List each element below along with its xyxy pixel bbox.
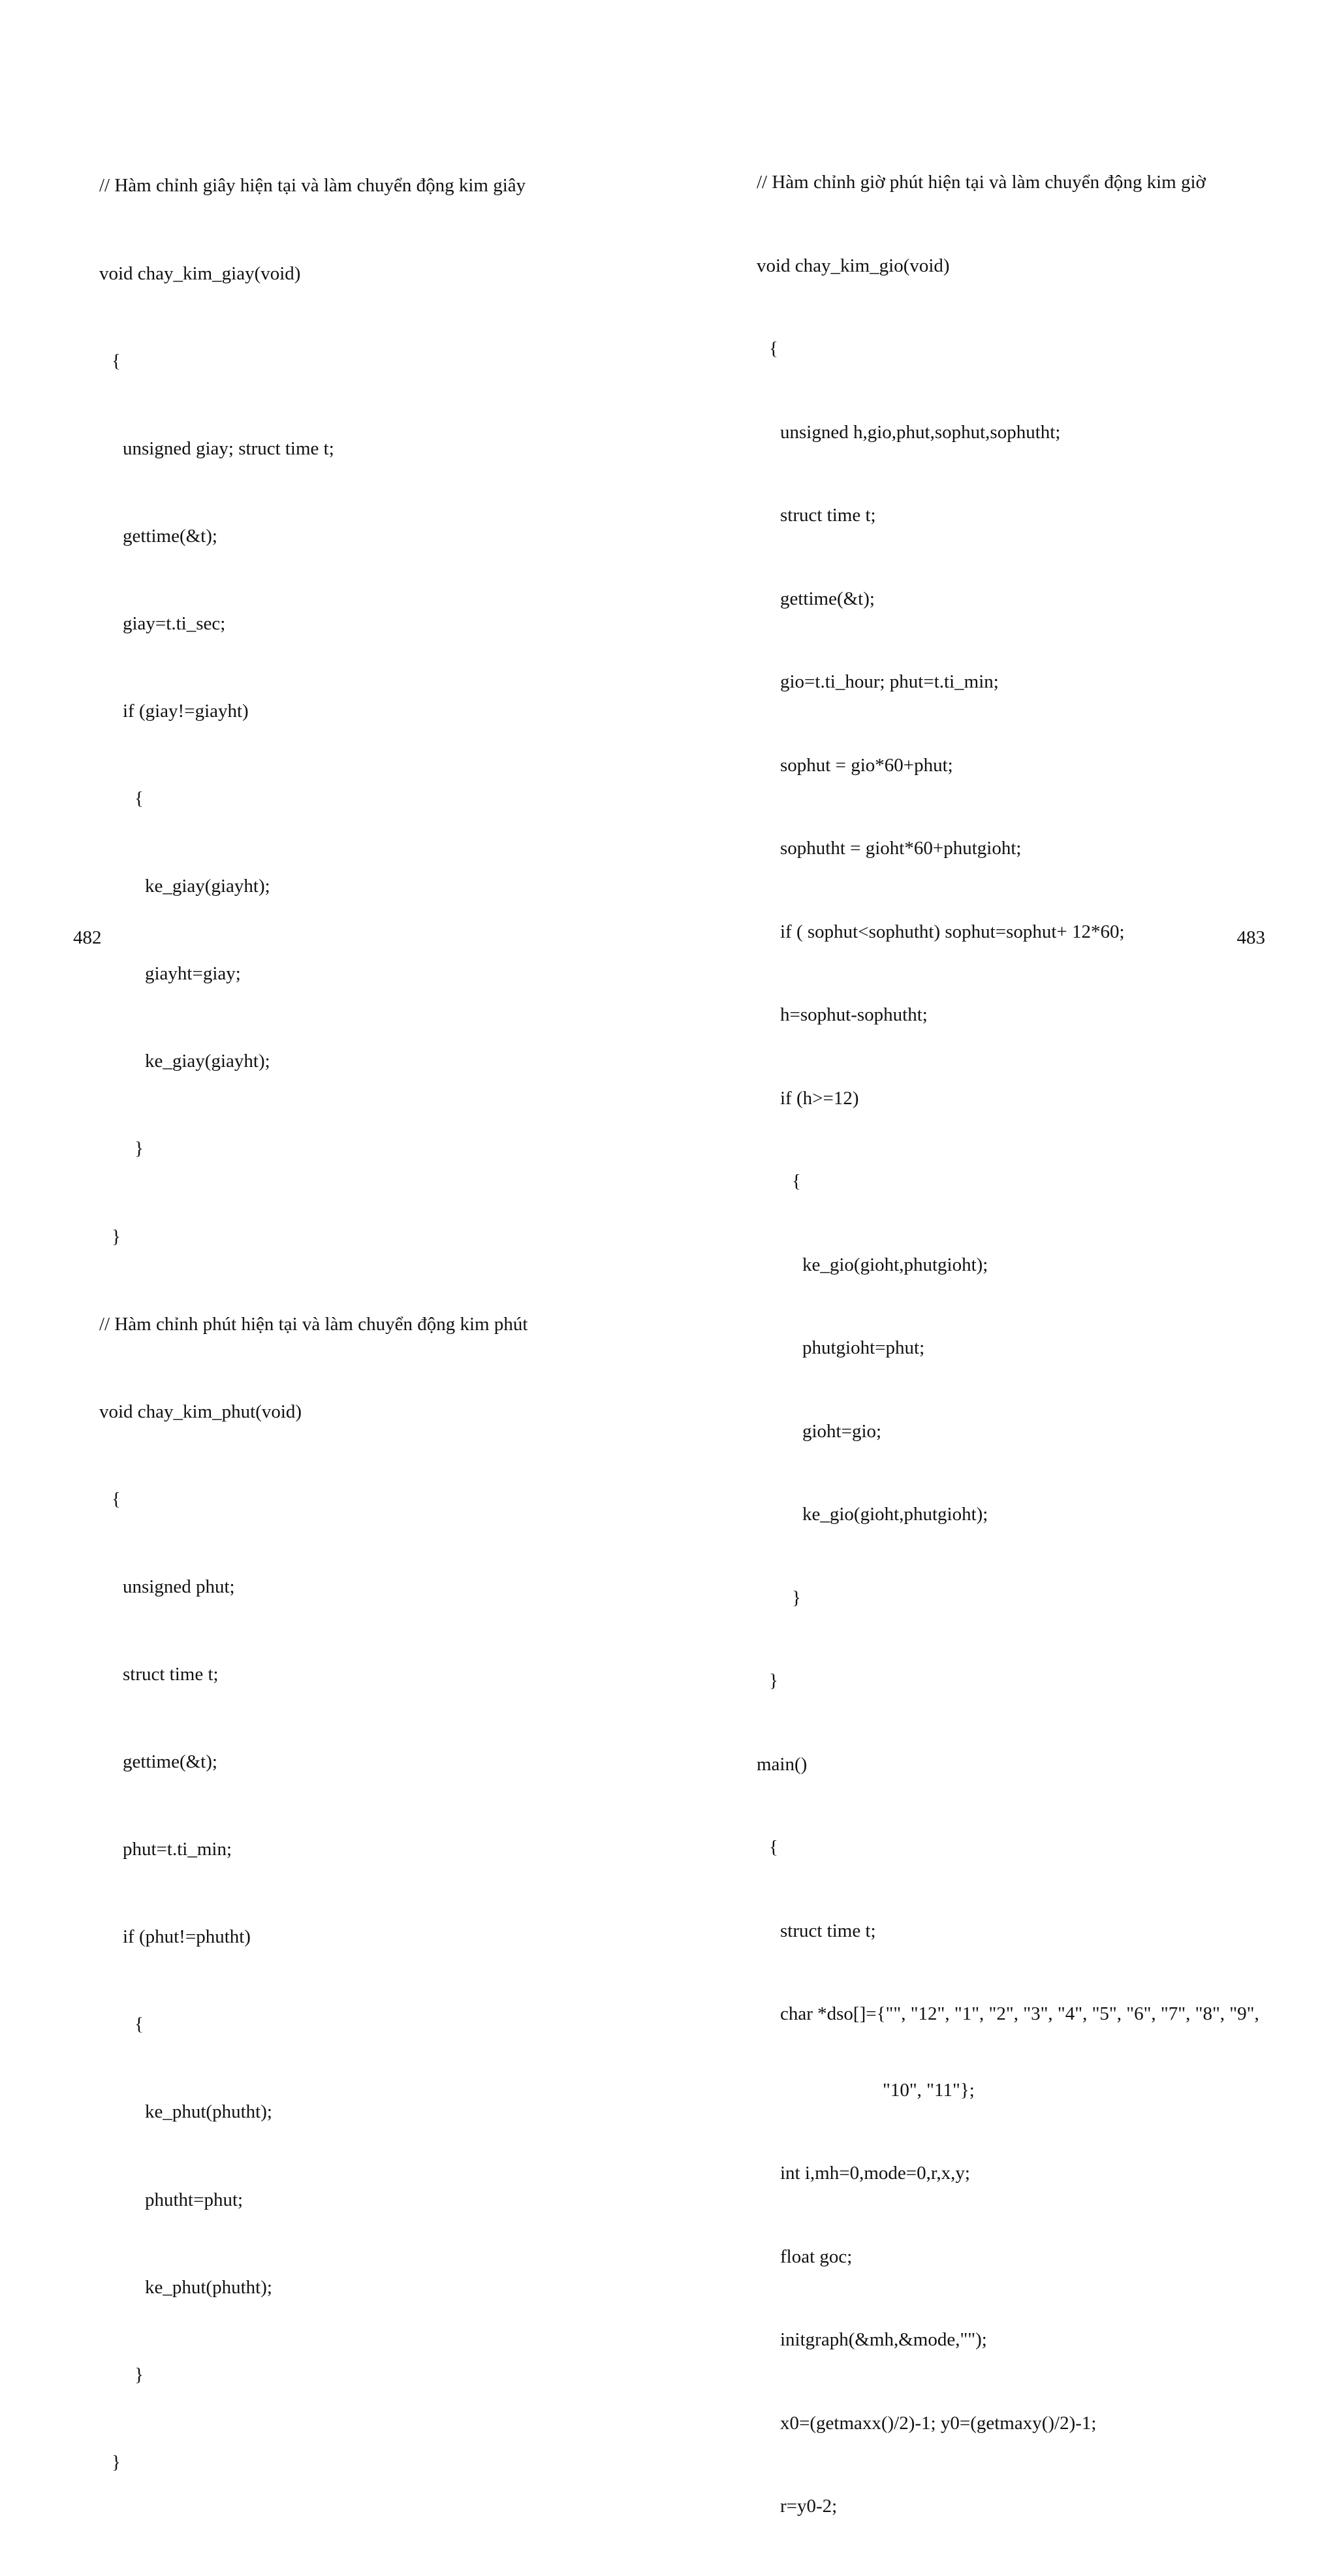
code-line: char *dso[]={"", "12", "1", "2", "3", "4", "5", "6", "7", "8", "9",: [780, 2003, 1259, 2024]
code-line: x0=(getmaxx()/2)-1; y0=(getmaxy()/2)-1;: [780, 2412, 1097, 2434]
page-number-right: 483: [1236, 927, 1265, 948]
code-line: ke_gio(gioht,phutgioht);: [802, 1504, 988, 1525]
code-line: if ( sophut<sophutht) sophut=sophut+ 12*60;: [780, 921, 1125, 942]
code-line: ke_giay(giayht);: [145, 876, 270, 897]
code-line: if (h>=12): [780, 1087, 859, 1109]
open-brace: {: [112, 350, 121, 372]
code-line: sophutht = gioht*60+phutgioht;: [780, 838, 1022, 859]
code-line: r=y0-2;: [780, 2496, 838, 2517]
open-brace: {: [769, 1837, 778, 1858]
code-line: gettime(&t);: [123, 525, 217, 547]
code-line: struct time t;: [123, 1664, 219, 1685]
code-line: unsigned giay; struct time t;: [123, 437, 334, 459]
comment-line: // Hàm chỉnh phút hiện tại và làm chuyển động kim phút: [99, 1313, 528, 1335]
code-line: giayht=giay;: [145, 963, 241, 985]
code-line: giay=t.ti_sec;: [123, 612, 226, 634]
right-page: [668, 0, 1337, 2517]
close-brace: }: [134, 2364, 144, 2385]
close-brace: }: [134, 1138, 144, 1160]
comment-line: // Hàm chỉnh giây hiện tại và làm chuyển động kim giây: [99, 175, 526, 197]
function-signature: void chay_kim_gio(void): [757, 255, 950, 276]
code-line: sophut = gio*60+phut;: [780, 754, 953, 776]
code-line: unsigned h,gio,phut,sophut,sophutht;: [780, 421, 1061, 443]
close-brace: }: [112, 1226, 121, 1247]
code-line: ke_phut(phutht);: [145, 2276, 272, 2298]
code-line: gioht=gio;: [802, 1420, 882, 1442]
code-line: phutht=phut;: [145, 2189, 244, 2210]
code-line: phutgioht=phut;: [802, 1337, 925, 1358]
code-line: ke_gio(gioht,phutgioht);: [802, 1254, 988, 1275]
open-brace: {: [112, 1488, 121, 1510]
close-brace: }: [792, 1587, 801, 1608]
close-brace: }: [769, 1670, 778, 1691]
code-line: ke_phut(phutht);: [145, 2101, 272, 2123]
code-line: initgraph(&mh,&mode,"");: [780, 2329, 987, 2350]
function-signature: void chay_kim_phut(void): [99, 1401, 302, 1422]
code-line: unsigned phut;: [123, 1576, 235, 1597]
function-signature: void chay_kim_giay(void): [99, 262, 301, 284]
code-listing-left: [99, 113, 527, 2536]
code-line: struct time t;: [780, 1920, 876, 1941]
code-line: struct time t;: [780, 505, 876, 526]
code-listing-right: [757, 113, 1259, 2576]
code-line: gio=t.ti_hour; phut=t.ti_min;: [780, 671, 999, 692]
close-brace: }: [112, 2451, 121, 2473]
comment-line: // Hàm chỉnh giờ phút hiện tại và làm chuyển động kim giờ: [757, 172, 1206, 193]
open-brace: {: [792, 1171, 801, 1192]
left-page: [0, 0, 668, 2473]
open-brace: {: [134, 788, 144, 810]
code-line: phut=t.ti_min;: [123, 1839, 232, 1860]
open-brace: {: [769, 338, 778, 359]
code-line: gettime(&t);: [780, 588, 875, 609]
open-brace: {: [134, 2014, 144, 2035]
code-line-continuation: "10", "11"};: [883, 2080, 975, 2101]
page-number-left: 482: [73, 927, 102, 948]
code-line: if (giay!=giayht): [123, 700, 249, 722]
function-signature: main(): [757, 1753, 808, 1775]
code-line: h=sophut-sophutht;: [780, 1004, 928, 1025]
code-line: if (phut!=phutht): [123, 1926, 251, 1948]
code-line: int i,mh=0,mode=0,r,x,y;: [780, 2163, 970, 2184]
code-line: gettime(&t);: [123, 1751, 217, 1773]
code-line: float goc;: [780, 2246, 853, 2267]
code-line: ke_giay(giayht);: [145, 1051, 270, 1072]
